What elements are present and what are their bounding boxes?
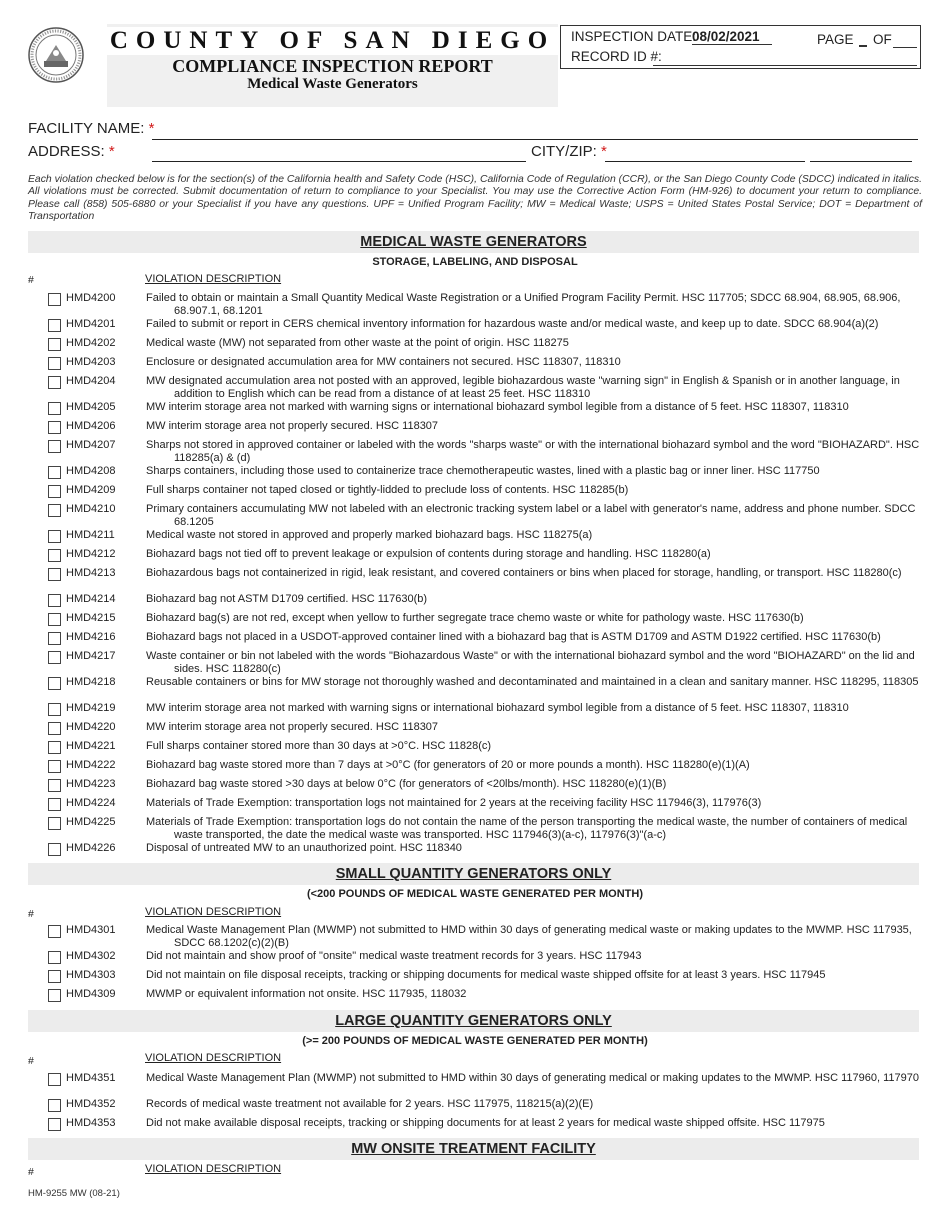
violation-description: Failed to submit or report in CERS chemical inventory information for hazardous waste and/or medical waste, and keep up to date. SDCC 68.904(a)(2) [146,318,879,330]
violation-description: MW interim storage area not properly secured. HSC 118307 [146,420,439,432]
violation-description: Medical Waste Management Plan (MWMP) not submitted to HMD within 30 days of generating medical or making updates to the MWMP. HSC 117960, 117970 [146,1072,920,1084]
violation-checkbox[interactable] [48,970,61,983]
violation-checkbox[interactable] [48,421,61,434]
form-number: HM-9255 MW (08-21) [28,1188,120,1199]
violation-description-header: VIOLATION DESCRIPTION [145,906,282,918]
instructions-notice: Each violation checked below is for the section(s) of the California health and Safety Code (HSC), California Code of Regulation (CCR), or the San Diego County Code (SDCC) indicated in italics. All violations must be corrected. Submit documentation of return to compliance to your Specialist. You may use the Corrective Action Form (HM-926) to document your return to compliance. Please call (858) 505-6880 or your Specialist if you have any questions. UPF = Unified Program Facility; MW = Medical Waste; USPS = United States Postal Service; DOT = Department of Transportation [28,174,922,223]
inspection-date-field[interactable]: 08/02/2021 [692,29,772,45]
violation-description: MW interim storage area not marked with warning signs or international biohazard symbol legible from a distance of 5 feet. HSC 118307, 118310 [146,702,849,714]
section-title: LARGE QUANTITY GENERATORS ONLY [335,1013,612,1029]
city-field[interactable] [605,161,805,162]
record-id-field[interactable] [653,65,917,66]
page-number-field[interactable] [859,45,867,47]
violation-checkbox[interactable] [48,1099,61,1112]
violation-description: Biohazard bag not ASTM D1709 certified. HSC 117630(b) [146,593,428,605]
violation-description-header: VIOLATION DESCRIPTION [145,273,282,285]
violation-description-header: VIOLATION DESCRIPTION [145,1052,282,1064]
violation-description: Full sharps container not taped closed or tightly-lidded to preclude loss of contents. HSC 118285(b) [146,484,629,496]
violation-checkbox[interactable] [48,357,61,370]
number-column-header: # [28,1055,34,1067]
violation-description: Failed to obtain or maintain a Small Quantity Medical Waste Registration or a Unified Program Facility Permit. HSC 117705; SDCC 68.904, 68.905, 68.906, 68.907.1, 68.1201 [146,292,901,317]
facility-name-field[interactable] [152,139,918,140]
violation-description: Did not maintain and show proof of "onsite" medical waste treatment records for 3 years. HSC 117943 [146,950,642,962]
county-seal-logo [28,27,84,83]
violation-checkbox[interactable] [48,376,61,389]
violation-code: HMD4220 [66,721,116,733]
violation-description: Medical waste (MW) not separated from other waste at the point of origin. HSC 118275 [146,337,569,349]
violation-checkbox[interactable] [48,779,61,792]
section-header [28,863,919,885]
violation-code: HMD4301 [66,924,116,936]
number-column-header: # [28,274,34,286]
violation-description: Biohazard bags not placed in a USDOT-approved container lined with a biohazard bag that is ASTM D1709 and ASTM D1922 certified. HSC 117630(b) [146,631,881,643]
violation-code: HMD4218 [66,676,116,688]
address-field[interactable] [152,161,526,162]
violation-checkbox[interactable] [48,1118,61,1131]
violation-description: Biohazard bag waste stored >30 days at below 0°C (for generators of <20lbs/month). HSC 118280(e)(1)(B) [146,778,667,790]
violation-description: Primary containers accumulating MW not labeled with an electronic tracking system label or a label with generator's name, address and phone number. SDCC 68.1205 [146,503,916,528]
violation-code: HMD4224 [66,797,116,809]
city-zip-label: CITY/ZIP: * [531,143,607,160]
violation-description: Biohazardous bags not containerized in rigid, leak resistant, and covered containers or bins when placed for storage, handling, or transport. HSC 118280(c) [146,567,902,579]
number-column-header: # [28,1166,34,1178]
violation-code: HMD4205 [66,401,116,413]
facility-name-label: FACILITY NAME: * [28,120,155,137]
county-name: COUNTY OF SAN DIEGO [107,27,558,55]
violation-checkbox[interactable] [48,651,61,664]
violation-description: Materials of Trade Exemption: transportation logs do not contain the name of the person transporting the medical waste, the number of containers of medical waste transported, the date the medical waste was transported. HSC 117946(3)(a-c), 117976(3)"(a-c) [146,816,908,841]
violation-description-header: VIOLATION DESCRIPTION [145,1163,282,1175]
violation-description: Waste container or bin not labeled with the words "Biohazardous Waste" or with the international biohazard symbol and the word "BIOHAZARD" on the lid and sides. HSC 118280(c) [146,650,915,675]
violation-description: MW interim storage area not properly secured. HSC 118307 [146,721,439,733]
violation-code: HMD4215 [66,612,116,624]
violation-code: HMD4303 [66,969,116,981]
section-subtitle: (<200 POUNDS OF MEDICAL WASTE GENERATED PER MONTH) [306,888,644,900]
violation-checkbox[interactable] [48,402,61,415]
violation-checkbox[interactable] [48,925,61,938]
violation-code: HMD4309 [66,988,116,1000]
violation-description: Disposal of untreated MW to an unauthorized point. HSC 118340 [146,842,462,854]
violation-code: HMD4222 [66,759,116,771]
section-title: MEDICAL WASTE GENERATORS [360,234,587,250]
violation-code: HMD4352 [66,1098,116,1110]
violation-code: HMD4208 [66,465,116,477]
violation-code: HMD4201 [66,318,116,330]
violation-checkbox[interactable] [48,549,61,562]
violation-description: Sharps not stored in approved container or labeled with the words "sharps waste" or with the international biohazard symbol and the word "BIOHAZARD". HSC 118285(a) & (d) [146,439,920,464]
violation-description: Enclosure or designated accumulation area for MW containers not secured. HSC 118307, 118310 [146,356,621,368]
section-header [28,1010,919,1032]
violation-code: HMD4225 [66,816,116,828]
violation-checkbox[interactable] [48,613,61,626]
violation-description: Records of medical waste treatment not available for 2 years. HSC 117975, 118215(a)(2)(E) [146,1098,594,1110]
violation-code: HMD4210 [66,503,116,515]
violation-code: HMD4353 [66,1117,116,1129]
violation-checkbox[interactable] [48,594,61,607]
violation-checkbox[interactable] [48,741,61,754]
violation-description: Biohazard bag(s) are not red, except when yellow to further segregate trace chemo waste or white for pathology waste. HSC 117630(b) [146,612,804,624]
violation-checkbox[interactable] [48,319,61,332]
violation-code: HMD4219 [66,702,116,714]
section-subtitle: STORAGE, LABELING, AND DISPOSAL [372,256,578,268]
violation-checkbox[interactable] [48,677,61,690]
violation-checkbox[interactable] [48,530,61,543]
violation-checkbox[interactable] [48,951,61,964]
report-subtitle: Medical Waste Generators [247,76,418,92]
required-mark: * [108,143,115,160]
violation-description: MW designated accumulation area not posted with an approved, legible biohazardous waste "warning sign" in English & Spanish or in another language, in addition to English which can be read from a distance of at least 25 feet. HSC 118310 [146,375,900,400]
required-mark: * [148,120,155,137]
zip-field[interactable] [810,161,912,162]
violation-checkbox[interactable] [48,466,61,479]
violation-checkbox[interactable] [48,722,61,735]
violation-description: Reusable containers or bins for MW storage not thoroughly washed and decontaminated and maintained in a clean and sanitary manner. HSC 118295, 118305 [146,676,919,688]
violation-code: HMD4226 [66,842,116,854]
address-label: ADDRESS: * [28,143,115,160]
violation-checkbox[interactable] [48,817,61,830]
violation-checkbox[interactable] [48,338,61,351]
violation-checkbox[interactable] [48,989,61,1002]
inspection-date-label: INSPECTION DATE: [571,29,697,44]
violation-code: HMD4200 [66,292,116,304]
inspection-info-box [560,25,921,69]
violation-code: HMD4214 [66,593,116,605]
page-label: PAGE [817,32,854,47]
section-title: SMALL QUANTITY GENERATORS ONLY [335,866,612,882]
number-column-header: # [28,908,34,920]
violation-checkbox[interactable] [48,485,61,498]
violation-description: Materials of Trade Exemption: transportation logs not maintained for 2 years at the receiving facility HSC 117946(3), 117976(3) [146,797,762,809]
violation-code: HMD4212 [66,548,116,560]
violation-checkbox[interactable] [48,568,61,581]
violation-description: Did not maintain on file disposal receipts, tracking or shipping documents for medical waste shipped offsite for at least 3 years. HSC 117945 [146,969,826,981]
violation-checkbox[interactable] [48,843,61,856]
violation-checkbox[interactable] [48,293,61,306]
violation-description: Biohazard bag waste stored more than 7 days at >0°C (for generators of 20 or more pounds a month). HSC 118280(e)(1)(A) [146,759,750,771]
violation-description: Sharps containers, including those used to containerize trace chemotherapeutic wastes, lined with a plastic bag or inner liner. HSC 117750 [146,465,820,477]
section-header [28,1138,919,1160]
section-subtitle: (>= 200 POUNDS OF MEDICAL WASTE GENERATED PER MONTH) [302,1035,648,1047]
violation-code: HMD4216 [66,631,116,643]
violation-checkbox[interactable] [48,504,61,517]
violation-checkbox[interactable] [48,440,61,453]
section-header [28,231,919,253]
violation-code: HMD4223 [66,778,116,790]
violation-code: HMD4202 [66,337,116,349]
violation-code: HMD4217 [66,650,116,662]
violation-description: Medical Waste Management Plan (MWMP) not submitted to HMD within 30 days of generating medical waste or making updates to the MWMP. HSC 117935, SDCC 68.1202(c)(2)(B) [146,924,912,949]
violation-description: Medical waste not stored in approved and properly marked biohazard bags. HSC 118275(a) [146,529,593,541]
violation-code: HMD4213 [66,567,116,579]
violation-code: HMD4204 [66,375,116,387]
violation-code: HMD4351 [66,1072,116,1084]
violation-checkbox[interactable] [48,632,61,645]
violation-checkbox[interactable] [48,1073,61,1086]
violation-code: HMD4302 [66,950,116,962]
violation-code: HMD4221 [66,740,116,752]
violation-checkbox[interactable] [48,760,61,773]
violation-description: Did not make available disposal receipts, tracking or shipping documents for at least 2 years for medical waste shipped offsite. HSC 117975 [146,1117,825,1129]
violation-checkbox[interactable] [48,798,61,811]
violation-description: Full sharps container stored more than 30 days at >0°C. HSC 11828(c) [146,740,492,752]
section-title: MW ONSITE TREATMENT FACILITY [351,1141,596,1157]
report-title-block [107,24,558,107]
violation-checkbox[interactable] [48,703,61,716]
record-id-label: RECORD ID #: [571,49,662,64]
violation-code: HMD4206 [66,420,116,432]
report-title: COMPLIANCE INSPECTION REPORT [172,56,493,76]
required-mark: * [601,143,607,160]
violation-code: HMD4211 [66,529,115,541]
violation-description: MW interim storage area not marked with warning signs or international biohazard symbol legible from a distance of 5 feet. HSC 118307, 118310 [146,401,849,413]
violation-description: MWMP or equivalent information not onsite. HSC 117935, 118032 [146,988,467,1000]
violation-code: HMD4203 [66,356,116,368]
violation-description: Biohazard bags not tied off to prevent leakage or expulsion of contents during storage and handling. HSC 118280(a) [146,548,711,560]
violation-code: HMD4209 [66,484,116,496]
of-label: OF [873,32,892,47]
page-total-field[interactable] [893,47,917,48]
violation-code: HMD4207 [66,439,116,451]
